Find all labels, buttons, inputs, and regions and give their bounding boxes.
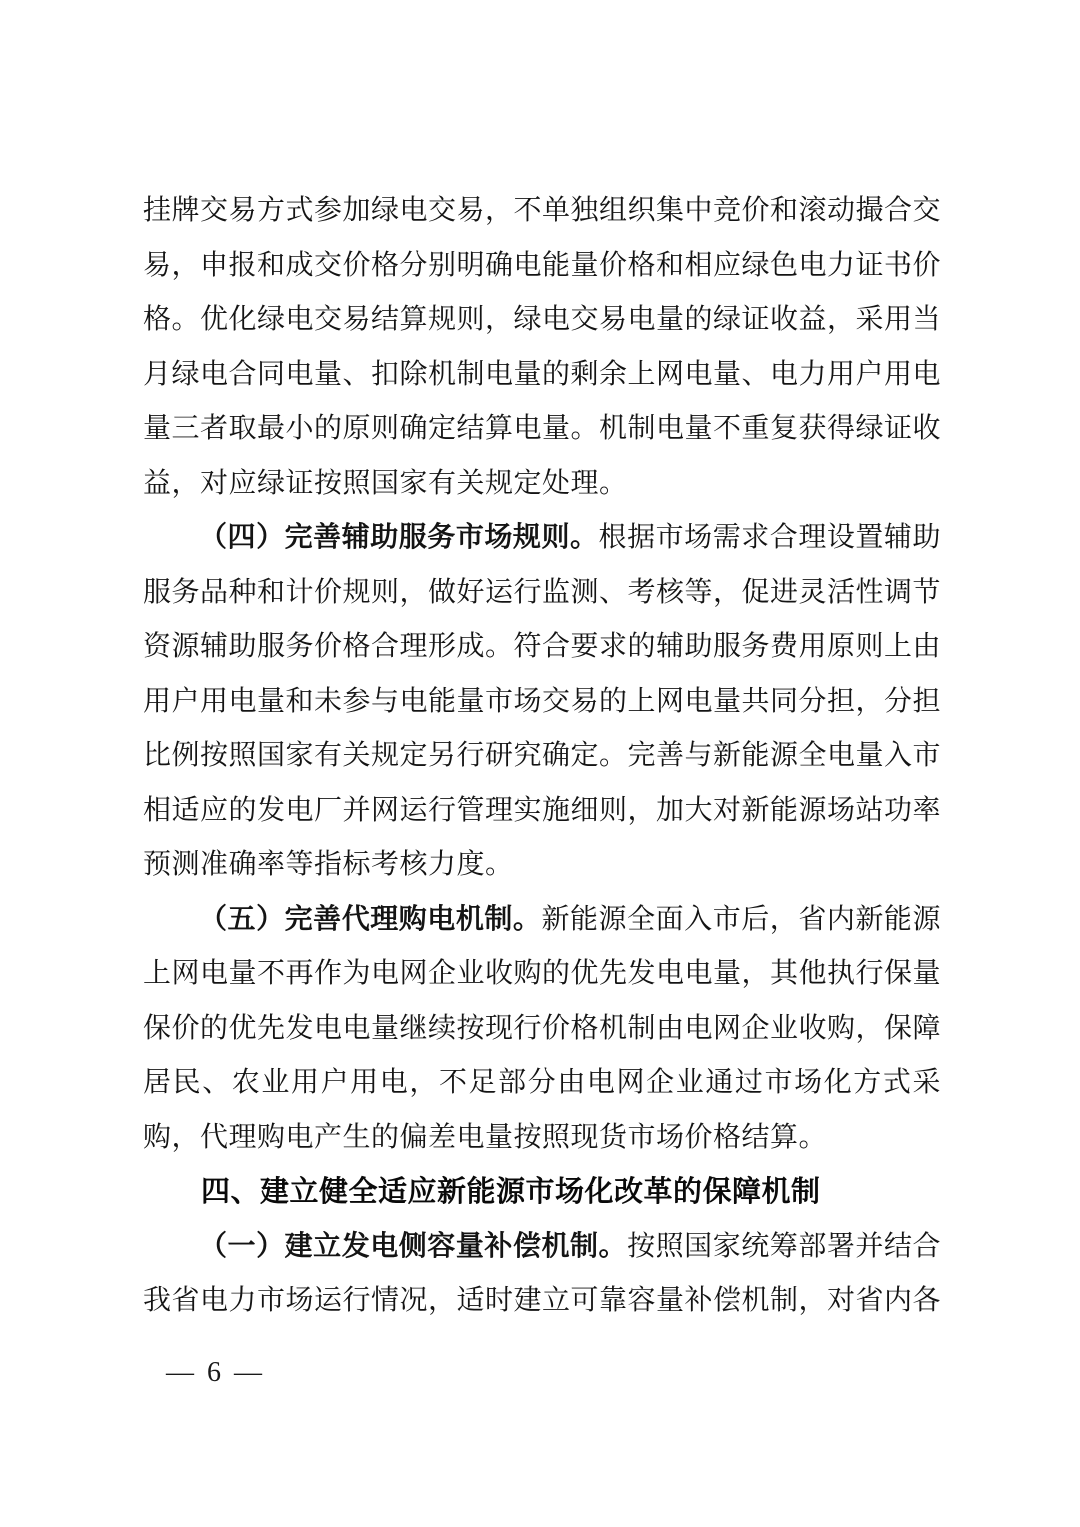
body-paragraph-item-1 <box>143 1220 941 1329</box>
paragraph-lead: （一）建立发电侧容量补偿机制。 <box>199 1230 628 1262</box>
paragraph-text: 按照国家统筹部署并结合我省电力市场运行情况，适时建立可靠容量补偿机制，对省内各 <box>143 1230 942 1316</box>
paragraph-lead: （四）完善辅助服务市场规则。 <box>199 522 599 553</box>
paragraph-lead: （五）完善代理购电机制。 <box>199 903 542 935</box>
page-number: — 6 — <box>166 1357 265 1388</box>
body-paragraph-item-5 <box>143 893 941 1166</box>
document-body <box>143 184 941 1329</box>
body-paragraph-continuation: 挂牌交易方式参加绿电交易，不单独组织集中竞价和滚动撮合交易，申报和成交价格分别明确电能量价格和相应绿色电力证书价格。优化绿电交易结算规则，绿电交易电量的绿证收益，采用当月绿电合同电量、扣除机制电量的剩余上网电量、电力用户用电量三者取最小的原则确定结算电量。机制电量不重复获得绿证收益，对应绿证按照国家有关规定处理。 <box>143 195 942 499</box>
section-heading: 四、建立健全适应新能源市场化改革的保障机制 <box>201 1176 821 1208</box>
paragraph-text: 新能源全面入市后，省内新能源上网电量不再作为电网企业收购的优先发电电量，其他执行保量保价的优先发电电量继续按现行价格机制由电网企业收购，保障居民、农业用户用电，不足部分由电网企业通过市场化方式采购，代理购电产生的偏差电量按照现货市场价格结算。 <box>143 903 942 1153</box>
body-paragraph-item-4 <box>143 511 941 893</box>
paragraph-text: 根据市场需求合理设置辅助服务品种和计价规则，做好运行监测、考核等，促进灵活性调节资源辅助服务价格合理形成。符合要求的辅助服务费用原则上由用户用电量和未参与电能量市场交易的上网电量共同分担，分担比例按照国家有关规定另行研究确定。完善与新能源全电量入市相适应的发电厂并网运行管理实施细则，加大对新能源场站功率预测准确率等指标考核力度。 <box>143 522 942 880</box>
